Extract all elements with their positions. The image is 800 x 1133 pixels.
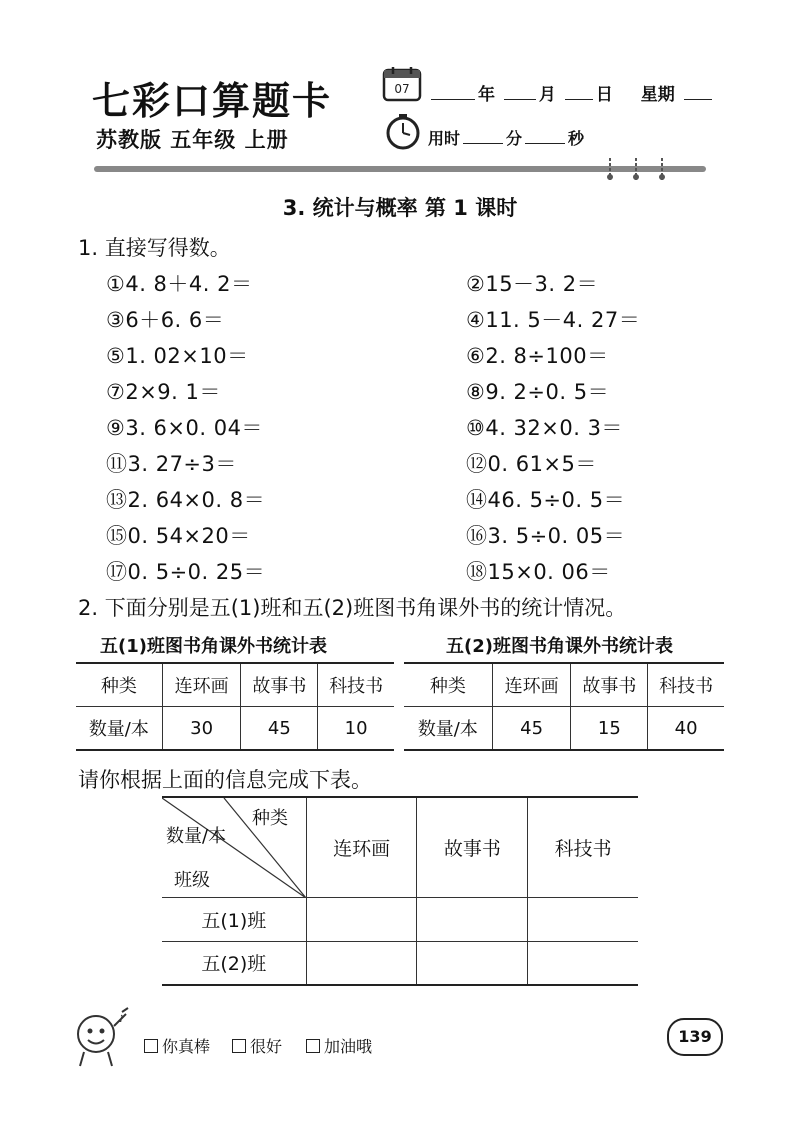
exercise-item: ④11. 5－4. 27＝ — [466, 308, 641, 332]
corner-quantity-label: 数量/本 — [166, 826, 227, 847]
binder-ring — [632, 158, 640, 180]
clock-icon — [384, 112, 422, 150]
binder-ring — [658, 158, 666, 180]
exercise-item: ②15－3. 2＝ — [466, 272, 599, 296]
value-cell: 45 — [241, 707, 318, 751]
header-divider — [94, 166, 706, 172]
diagonal-header-cell — [162, 797, 306, 897]
header-cell: 故事书 — [241, 663, 318, 707]
exercise-item: ⑪3. 27÷3＝ — [106, 452, 237, 476]
exercise-item: ⑮0. 54×20＝ — [106, 524, 251, 548]
checkbox[interactable] — [144, 1039, 158, 1053]
edition-label: 苏教版 五年级 上册 — [96, 128, 289, 152]
header-cell: 科技书 — [648, 663, 724, 707]
svg-text:♪: ♪ — [118, 1014, 125, 1025]
mascot-illustration — [70, 1004, 134, 1070]
question-1-prompt: 1. 直接写得数。 — [78, 236, 231, 260]
exercise-item: ⑫0. 61×5＝ — [466, 452, 597, 476]
column-header: 科技书 — [528, 797, 638, 897]
time-line: 用时 分 秒 — [428, 129, 585, 148]
calendar-icon — [382, 66, 422, 102]
exercise-item: ③6＋6. 6＝ — [106, 308, 225, 332]
exercise-item: ①4. 8＋4. 2＝ — [106, 272, 253, 296]
calendar-day: 07 — [394, 82, 410, 96]
header-cell: 连环画 — [492, 663, 571, 707]
table-2-caption: 五(2)班图书角课外书统计表 — [446, 636, 673, 657]
row-label-cell: 数量/本 — [76, 707, 162, 751]
answer-cell[interactable] — [417, 941, 528, 985]
rating-option-great[interactable]: 你真棒 — [144, 1034, 210, 1057]
row-label-cell: 数量/本 — [404, 707, 492, 751]
table-1-caption: 五(1)班图书角课外书统计表 — [100, 636, 327, 657]
exercise-item: ⑧9. 2÷0. 5＝ — [466, 380, 610, 404]
exercise-item: ⑦2×9. 1＝ — [106, 380, 221, 404]
value-cell: 10 — [318, 707, 394, 751]
value-cell: 40 — [648, 707, 724, 751]
row-header: 五(2)班 — [162, 941, 306, 985]
exercise-item: ⑰0. 5÷0. 25＝ — [106, 560, 266, 584]
answer-cell[interactable] — [306, 941, 417, 985]
header-cell: 种类 — [404, 663, 492, 707]
header-cell: 故事书 — [571, 663, 648, 707]
corner-type-label: 种类 — [252, 808, 288, 829]
exercise-item: ⑩4. 32×0. 3＝ — [466, 416, 623, 440]
class-1-stat-table — [76, 662, 394, 751]
exercise-item: ⑬2. 64×0. 8＝ — [106, 488, 266, 512]
corner-class-label: 班级 — [174, 870, 210, 891]
header-cell: 种类 — [76, 663, 162, 707]
exercise-item: ⑭46. 5÷0. 5＝ — [466, 488, 626, 512]
value-cell: 45 — [492, 707, 571, 751]
value-cell: 15 — [571, 707, 648, 751]
exercise-item: ⑥2. 8÷100＝ — [466, 344, 609, 368]
binder-ring — [606, 158, 614, 180]
answer-cell[interactable] — [528, 897, 638, 941]
answer-cell[interactable] — [528, 941, 638, 985]
header-cell: 连环画 — [162, 663, 241, 707]
column-header: 故事书 — [417, 797, 528, 897]
lesson-title: 3. 统计与概率 第 1 课时 — [282, 196, 518, 220]
answer-cell[interactable] — [306, 897, 417, 941]
exercise-item: ⑱15×0. 06＝ — [466, 560, 611, 584]
rating-option-keep-going[interactable]: 加油哦 — [306, 1034, 372, 1057]
exercise-item: ⑤1. 02×10＝ — [106, 344, 249, 368]
fill-table-instruction: 请你根据上面的信息完成下表。 — [78, 768, 372, 792]
combined-fill-table — [162, 796, 638, 986]
brand-title: 七彩口算题卡 — [92, 79, 333, 123]
date-line: 年 月 日 星期 — [428, 80, 715, 105]
page-number: 139 — [667, 1018, 723, 1056]
value-cell: 30 — [162, 707, 241, 751]
exercise-item: ⑨3. 6×0. 04＝ — [106, 416, 263, 440]
question-2-prompt: 2. 下面分别是五(1)班和五(2)班图书角课外书的统计情况。 — [78, 596, 627, 620]
checkbox[interactable] — [232, 1039, 246, 1053]
rating-option-good[interactable]: 很好 — [232, 1034, 282, 1057]
class-2-stat-table — [404, 662, 724, 751]
column-header: 连环画 — [306, 797, 417, 897]
header-cell: 科技书 — [318, 663, 394, 707]
exercise-item: ⑯3. 5÷0. 05＝ — [466, 524, 626, 548]
checkbox[interactable] — [306, 1039, 320, 1053]
answer-cell[interactable] — [417, 897, 528, 941]
row-header: 五(1)班 — [162, 897, 306, 941]
